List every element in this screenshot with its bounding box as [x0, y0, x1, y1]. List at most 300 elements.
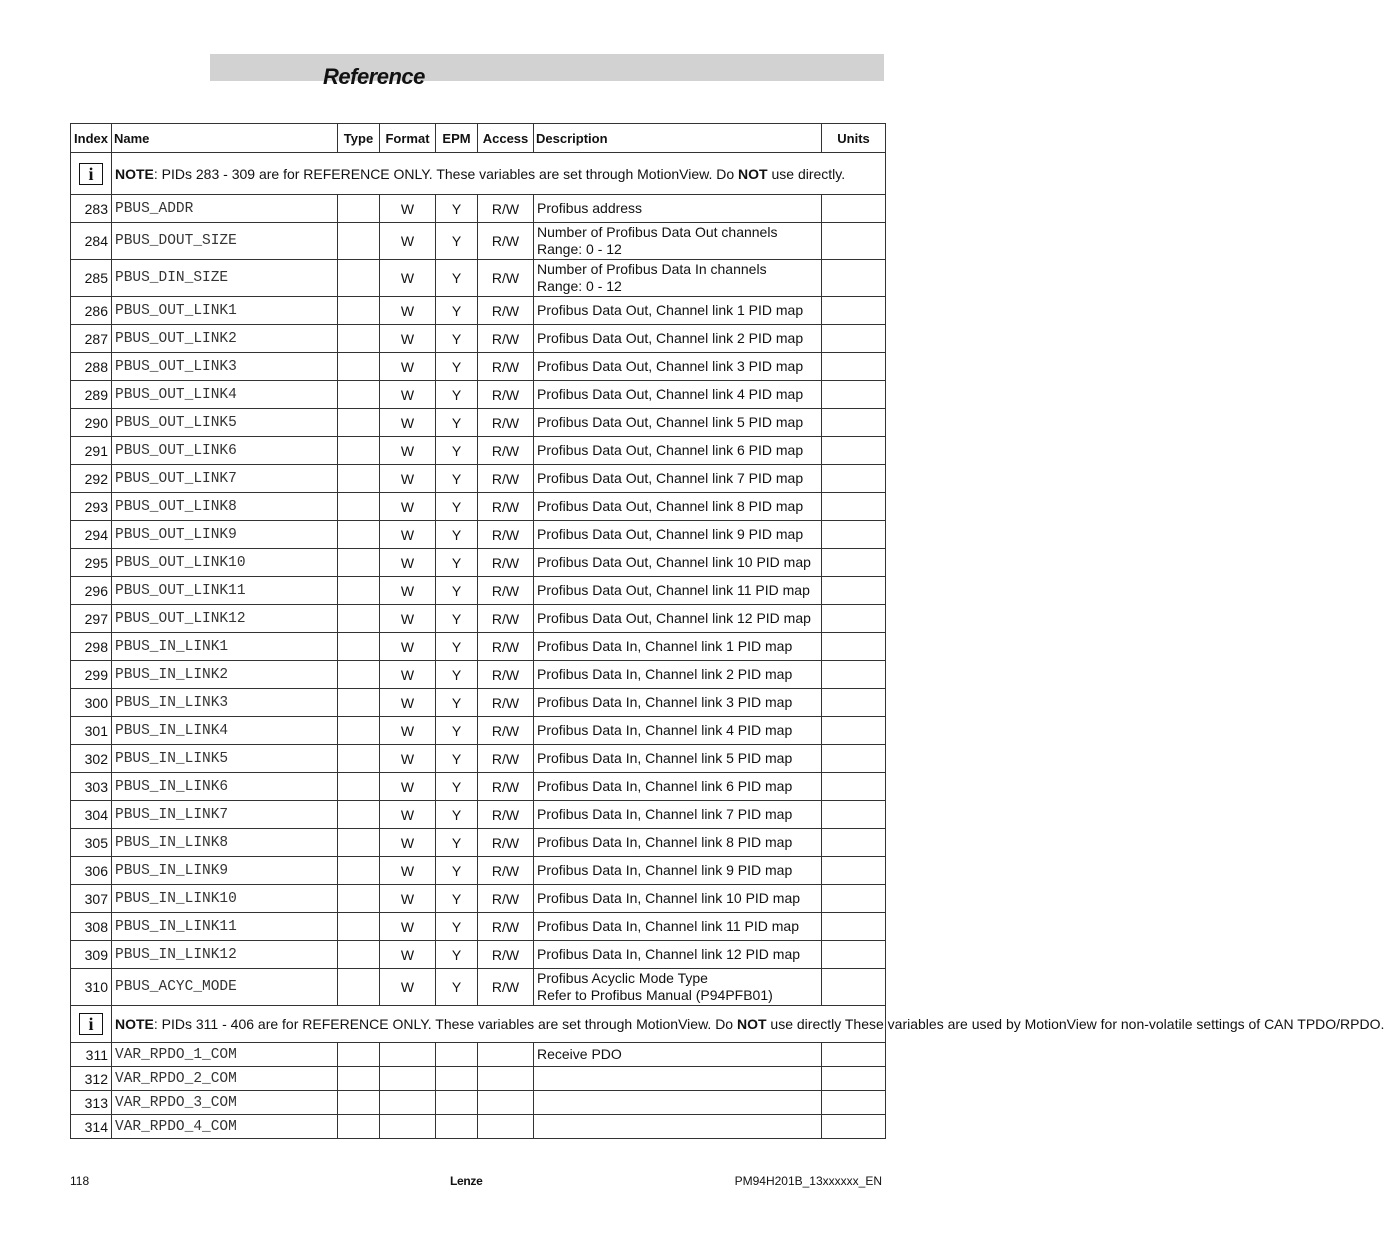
cell-type — [338, 941, 380, 969]
description-line-1: Profibus Data In, Channel link 1 PID map — [537, 638, 793, 654]
cell-index: 289 — [71, 381, 112, 409]
cell-type — [338, 857, 380, 885]
cell-type — [338, 773, 380, 801]
cell-units — [822, 1091, 886, 1115]
description-line-1: Receive PDO — [537, 1046, 622, 1062]
cell-epm: Y — [436, 941, 478, 969]
cell-format — [380, 1091, 436, 1115]
cell-description — [534, 297, 822, 325]
description-line-1: Profibus Data In, Channel link 5 PID map — [537, 750, 793, 766]
table-row — [71, 857, 886, 885]
cell-units — [822, 745, 886, 773]
cell-name: PBUS_OUT_LINK12 — [112, 605, 338, 633]
cell-name: PBUS_IN_LINK10 — [112, 885, 338, 913]
cell-units — [822, 195, 886, 223]
cell-format — [380, 1043, 436, 1067]
cell-index: 306 — [71, 857, 112, 885]
description-line-1: Profibus Data In, Channel link 11 PID map — [537, 918, 799, 934]
cell-epm: Y — [436, 465, 478, 493]
cell-access: R/W — [478, 801, 534, 829]
cell-type — [338, 605, 380, 633]
cell-description — [534, 605, 822, 633]
cell-name: PBUS_OUT_LINK1 — [112, 297, 338, 325]
cell-format: W — [380, 717, 436, 745]
cell-description — [534, 885, 822, 913]
description-line-1: Profibus Data Out, Channel link 2 PID map — [537, 330, 804, 346]
header-access: Access — [478, 124, 534, 153]
cell-access: R/W — [478, 437, 534, 465]
cell-type — [338, 521, 380, 549]
cell-access: R/W — [478, 633, 534, 661]
cell-type — [338, 801, 380, 829]
cell-type — [338, 465, 380, 493]
cell-description — [534, 773, 822, 801]
cell-epm: Y — [436, 549, 478, 577]
cell-epm: Y — [436, 633, 478, 661]
table-row — [71, 941, 886, 969]
cell-units — [822, 1043, 886, 1067]
cell-type — [338, 745, 380, 773]
cell-type — [338, 969, 380, 1006]
cell-description — [534, 437, 822, 465]
cell-description — [534, 829, 822, 857]
cell-description — [534, 353, 822, 381]
cell-epm: Y — [436, 661, 478, 689]
note-row-2 — [71, 1006, 886, 1043]
cell-format: W — [380, 195, 436, 223]
cell-format: W — [380, 801, 436, 829]
cell-format — [380, 1067, 436, 1091]
cell-index: 291 — [71, 437, 112, 465]
section-title: Reference — [323, 64, 425, 89]
cell-index: 303 — [71, 773, 112, 801]
cell-type — [338, 1091, 380, 1115]
table-row — [71, 689, 886, 717]
cell-access — [478, 1067, 534, 1091]
cell-name: PBUS_IN_LINK1 — [112, 633, 338, 661]
cell-units — [822, 829, 886, 857]
cell-type — [338, 493, 380, 521]
cell-epm: Y — [436, 353, 478, 381]
cell-epm — [436, 1043, 478, 1067]
cell-index: 296 — [71, 577, 112, 605]
cell-type — [338, 381, 380, 409]
cell-index: 292 — [71, 465, 112, 493]
cell-description — [534, 409, 822, 437]
cell-index: 288 — [71, 353, 112, 381]
cell-access — [478, 1115, 534, 1139]
description-line-1: Profibus Acyclic Mode Type — [537, 970, 708, 986]
cell-index: 284 — [71, 223, 112, 260]
description-line-1: Profibus Data In, Channel link 8 PID map — [537, 834, 793, 850]
cell-description — [534, 941, 822, 969]
cell-index: 297 — [71, 605, 112, 633]
cell-units — [822, 260, 886, 297]
cell-units — [822, 325, 886, 353]
cell-units — [822, 381, 886, 409]
cell-units — [822, 409, 886, 437]
note-icon-cell — [71, 153, 112, 195]
cell-description — [534, 1115, 822, 1139]
cell-access: R/W — [478, 577, 534, 605]
description-line-2: Refer to Profibus Manual (P94PFB01) — [537, 987, 773, 1003]
cell-access: R/W — [478, 689, 534, 717]
cell-format: W — [380, 437, 436, 465]
cell-type — [338, 661, 380, 689]
cell-description — [534, 260, 822, 297]
description-line-1: Profibus address — [537, 200, 643, 216]
cell-units — [822, 1115, 886, 1139]
cell-description — [534, 493, 822, 521]
cell-epm: Y — [436, 857, 478, 885]
cell-index: 300 — [71, 689, 112, 717]
description-line-1: Profibus Data In, Channel link 4 PID map — [537, 722, 793, 738]
header-index: Index — [71, 124, 112, 153]
cell-units — [822, 801, 886, 829]
table-row — [71, 633, 886, 661]
cell-index: 309 — [71, 941, 112, 969]
cell-epm: Y — [436, 195, 478, 223]
cell-format: W — [380, 353, 436, 381]
description-line-1: Number of Profibus Data Out channels — [537, 224, 778, 240]
cell-type — [338, 1067, 380, 1091]
cell-access: R/W — [478, 493, 534, 521]
cell-epm: Y — [436, 223, 478, 260]
cell-epm: Y — [436, 605, 478, 633]
cell-epm: Y — [436, 437, 478, 465]
cell-index: 310 — [71, 969, 112, 1006]
description-line-1: Profibus Data Out, Channel link 9 PID map — [537, 526, 804, 542]
cell-description — [534, 1043, 822, 1067]
cell-type — [338, 353, 380, 381]
cell-units — [822, 773, 886, 801]
cell-description — [534, 465, 822, 493]
table-row — [71, 1115, 886, 1139]
cell-name: PBUS_IN_LINK5 — [112, 745, 338, 773]
cell-format: W — [380, 465, 436, 493]
cell-epm: Y — [436, 969, 478, 1006]
cell-units — [822, 465, 886, 493]
cell-description — [534, 745, 822, 773]
cell-index: 283 — [71, 195, 112, 223]
cell-epm: Y — [436, 521, 478, 549]
cell-description — [534, 969, 822, 1006]
cell-type — [338, 829, 380, 857]
description-line-1: Profibus Data Out, Channel link 1 PID map — [537, 302, 804, 318]
cell-format: W — [380, 325, 436, 353]
table-row — [71, 605, 886, 633]
table-row — [71, 297, 886, 325]
brand-logo: Lenze — [450, 1174, 483, 1188]
description-line-2: Range: 0 - 12 — [537, 241, 622, 257]
cell-format: W — [380, 857, 436, 885]
cell-name: PBUS_OUT_LINK9 — [112, 521, 338, 549]
cell-units — [822, 297, 886, 325]
info-icon: i — [79, 163, 103, 185]
description-line-1: Profibus Data Out, Channel link 3 PID map — [537, 358, 804, 374]
description-line-1: Profibus Data Out, Channel link 5 PID map — [537, 414, 804, 430]
cell-name: PBUS_OUT_LINK11 — [112, 577, 338, 605]
header-description: Description — [534, 124, 822, 153]
cell-name: PBUS_IN_LINK8 — [112, 829, 338, 857]
table-row — [71, 493, 886, 521]
cell-units — [822, 941, 886, 969]
cell-units — [822, 661, 886, 689]
cell-units — [822, 223, 886, 260]
table-row — [71, 801, 886, 829]
cell-access: R/W — [478, 381, 534, 409]
table-row — [71, 829, 886, 857]
cell-type — [338, 1043, 380, 1067]
header-bar — [210, 54, 884, 81]
cell-format: W — [380, 773, 436, 801]
cell-units — [822, 913, 886, 941]
cell-format: W — [380, 913, 436, 941]
cell-format: W — [380, 745, 436, 773]
table-row — [71, 409, 886, 437]
cell-type — [338, 409, 380, 437]
cell-description — [534, 857, 822, 885]
cell-format: W — [380, 829, 436, 857]
cell-access: R/W — [478, 195, 534, 223]
cell-type — [338, 325, 380, 353]
description-line-1: Profibus Data In, Channel link 12 PID map — [537, 946, 801, 962]
cell-access: R/W — [478, 941, 534, 969]
cell-epm: Y — [436, 773, 478, 801]
cell-access: R/W — [478, 549, 534, 577]
note-icon-cell — [71, 1006, 112, 1043]
description-line-1: Number of Profibus Data In channels — [537, 261, 767, 277]
description-line-1: Profibus Data In, Channel link 2 PID map — [537, 666, 793, 682]
cell-description — [534, 325, 822, 353]
cell-description — [534, 549, 822, 577]
cell-index: 293 — [71, 493, 112, 521]
cell-epm: Y — [436, 801, 478, 829]
description-line-1: Profibus Data In, Channel link 6 PID map — [537, 778, 793, 794]
cell-type — [338, 913, 380, 941]
cell-units — [822, 885, 886, 913]
cell-epm: Y — [436, 297, 478, 325]
cell-type — [338, 297, 380, 325]
cell-description — [534, 577, 822, 605]
cell-format: W — [380, 689, 436, 717]
cell-format: W — [380, 381, 436, 409]
cell-access: R/W — [478, 913, 534, 941]
header-format: Format — [380, 124, 436, 153]
table-row — [71, 913, 886, 941]
cell-name: PBUS_IN_LINK7 — [112, 801, 338, 829]
cell-units — [822, 353, 886, 381]
cell-access: R/W — [478, 773, 534, 801]
cell-name: PBUS_OUT_LINK10 — [112, 549, 338, 577]
cell-access: R/W — [478, 717, 534, 745]
cell-epm: Y — [436, 577, 478, 605]
description-line-1: Profibus Data In, Channel link 9 PID map — [537, 862, 793, 878]
cell-epm: Y — [436, 829, 478, 857]
cell-type — [338, 1115, 380, 1139]
cell-format: W — [380, 297, 436, 325]
table-row — [71, 353, 886, 381]
page-number: 118 — [70, 1174, 90, 1188]
cell-access: R/W — [478, 223, 534, 260]
cell-epm — [436, 1115, 478, 1139]
cell-format: W — [380, 260, 436, 297]
cell-format: W — [380, 577, 436, 605]
table-row — [71, 465, 886, 493]
info-icon: i — [79, 1013, 103, 1035]
table-row — [71, 260, 886, 297]
cell-index: 294 — [71, 521, 112, 549]
cell-epm: Y — [436, 885, 478, 913]
cell-epm — [436, 1091, 478, 1115]
cell-name: PBUS_IN_LINK3 — [112, 689, 338, 717]
description-line-1: Profibus Data Out, Channel link 7 PID map — [537, 470, 804, 486]
cell-description — [534, 223, 822, 260]
cell-index: 285 — [71, 260, 112, 297]
table-row — [71, 437, 886, 465]
table-row — [71, 549, 886, 577]
cell-access — [478, 1091, 534, 1115]
description-line-2: Range: 0 - 12 — [537, 278, 622, 294]
cell-name: PBUS_DIN_SIZE — [112, 260, 338, 297]
cell-description — [534, 381, 822, 409]
cell-access: R/W — [478, 465, 534, 493]
cell-index: 307 — [71, 885, 112, 913]
description-line-1: Profibus Data Out, Channel link 12 PID map — [537, 610, 811, 626]
cell-access: R/W — [478, 885, 534, 913]
table-row — [71, 577, 886, 605]
cell-units — [822, 605, 886, 633]
cell-units — [822, 437, 886, 465]
table-row — [71, 381, 886, 409]
cell-description — [534, 661, 822, 689]
cell-epm: Y — [436, 689, 478, 717]
cell-index: 305 — [71, 829, 112, 857]
cell-units — [822, 689, 886, 717]
cell-format: W — [380, 633, 436, 661]
cell-type — [338, 223, 380, 260]
cell-type — [338, 577, 380, 605]
header-type: Type — [338, 124, 380, 153]
cell-name: VAR_RPDO_3_COM — [112, 1091, 338, 1115]
cell-epm: Y — [436, 325, 478, 353]
cell-name: PBUS_OUT_LINK8 — [112, 493, 338, 521]
cell-format: W — [380, 885, 436, 913]
cell-units — [822, 1067, 886, 1091]
cell-access: R/W — [478, 409, 534, 437]
cell-type — [338, 885, 380, 913]
cell-name: PBUS_ADDR — [112, 195, 338, 223]
cell-index: 301 — [71, 717, 112, 745]
cell-format: W — [380, 661, 436, 689]
cell-units — [822, 549, 886, 577]
cell-description — [534, 717, 822, 745]
cell-name: PBUS_OUT_LINK7 — [112, 465, 338, 493]
cell-epm: Y — [436, 260, 478, 297]
cell-units — [822, 857, 886, 885]
description-line-1: Profibus Data Out, Channel link 4 PID map — [537, 386, 804, 402]
cell-name: PBUS_IN_LINK11 — [112, 913, 338, 941]
cell-access: R/W — [478, 260, 534, 297]
cell-index: 286 — [71, 297, 112, 325]
cell-index: 302 — [71, 745, 112, 773]
cell-name: VAR_RPDO_1_COM — [112, 1043, 338, 1067]
cell-units — [822, 969, 886, 1006]
table-row — [71, 1091, 886, 1115]
header-units: Units — [822, 124, 886, 153]
cell-epm — [436, 1067, 478, 1091]
cell-index: 299 — [71, 661, 112, 689]
cell-index: 314 — [71, 1115, 112, 1139]
cell-name: PBUS_OUT_LINK2 — [112, 325, 338, 353]
cell-description — [534, 801, 822, 829]
cell-units — [822, 521, 886, 549]
table-row — [71, 195, 886, 223]
cell-index: 290 — [71, 409, 112, 437]
table-row — [71, 661, 886, 689]
cell-format: W — [380, 521, 436, 549]
cell-access: R/W — [478, 661, 534, 689]
table-row — [71, 773, 886, 801]
cell-access: R/W — [478, 969, 534, 1006]
cell-access: R/W — [478, 353, 534, 381]
cell-type — [338, 260, 380, 297]
description-line-1: Profibus Data Out, Channel link 10 PID map — [537, 554, 811, 570]
description-line-1: Profibus Data Out, Channel link 8 PID map — [537, 498, 804, 514]
cell-epm: Y — [436, 381, 478, 409]
cell-name: PBUS_DOUT_SIZE — [112, 223, 338, 260]
description-line-1: Profibus Data Out, Channel link 6 PID map — [537, 442, 804, 458]
cell-type — [338, 549, 380, 577]
cell-type — [338, 633, 380, 661]
cell-access — [478, 1043, 534, 1067]
cell-format: W — [380, 409, 436, 437]
cell-access: R/W — [478, 745, 534, 773]
cell-access: R/W — [478, 857, 534, 885]
table-row — [71, 521, 886, 549]
description-line-1: Profibus Data In, Channel link 3 PID map — [537, 694, 793, 710]
cell-index: 304 — [71, 801, 112, 829]
cell-access: R/W — [478, 829, 534, 857]
cell-name: PBUS_OUT_LINK6 — [112, 437, 338, 465]
cell-index: 312 — [71, 1067, 112, 1091]
cell-type — [338, 689, 380, 717]
cell-format: W — [380, 969, 436, 1006]
cell-units — [822, 577, 886, 605]
table-row — [71, 1067, 886, 1091]
cell-access: R/W — [478, 325, 534, 353]
cell-epm: Y — [436, 409, 478, 437]
cell-epm: Y — [436, 745, 478, 773]
cell-description — [534, 633, 822, 661]
cell-units — [822, 633, 886, 661]
cell-index: 311 — [71, 1043, 112, 1067]
description-line-1: Profibus Data In, Channel link 10 PID map — [537, 890, 801, 906]
cell-units — [822, 493, 886, 521]
table-header-row — [71, 124, 886, 153]
cell-format — [380, 1115, 436, 1139]
cell-epm: Y — [436, 913, 478, 941]
cell-access: R/W — [478, 521, 534, 549]
cell-type — [338, 717, 380, 745]
cell-format: W — [380, 941, 436, 969]
cell-index: 287 — [71, 325, 112, 353]
table-row — [71, 745, 886, 773]
table-row — [71, 223, 886, 260]
cell-name: PBUS_IN_LINK6 — [112, 773, 338, 801]
cell-index: 308 — [71, 913, 112, 941]
note-row-1 — [71, 153, 886, 195]
